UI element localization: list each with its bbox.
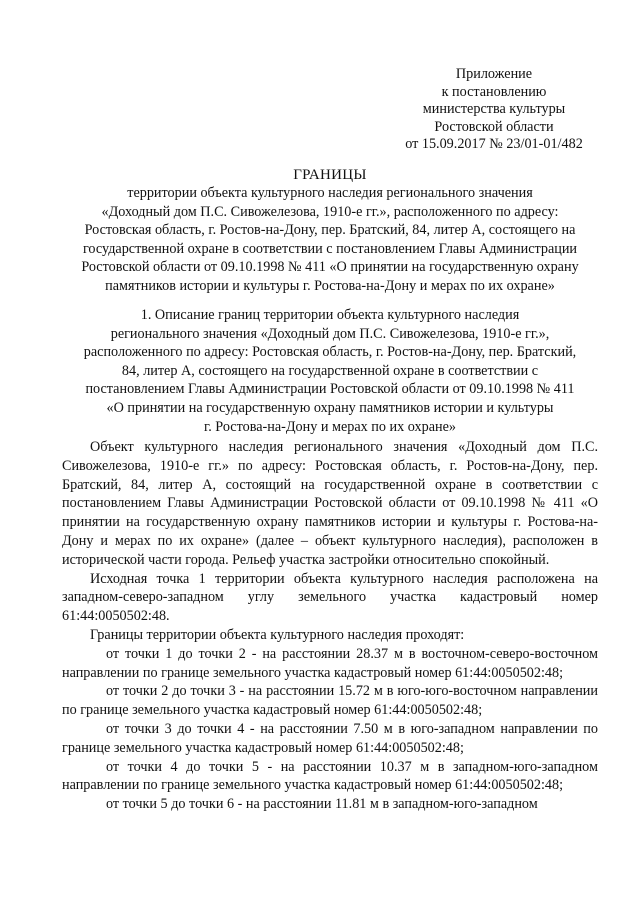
section-heading <box>60 306 600 436</box>
subtitle-line: памятников истории и культуры г. Ростова-на-Дону и мерах по их охране» <box>105 277 555 294</box>
document-body <box>62 438 598 814</box>
document-title: ГРАНИЦЫ <box>293 167 367 183</box>
section-heading-line: регионального значения «Доходный дом П.С. Сивожелезова, 1910-е гг.», <box>110 325 550 342</box>
section-heading-line: расположенного по адресу: Ростовская область, г. Ростов-на-Дону, пер. Братский, <box>83 344 577 361</box>
boundary-segment-2-3: от точки 2 до точки 3 - на расстоянии 15.72 м в юго-юго-восточном направлении по границе земельного участка кадастровый номер 61:44:0050502:48; <box>62 683 598 719</box>
section-heading-line: 84, литер А, состоящего на государственной охране в соответствии с <box>121 362 539 379</box>
body-paragraph-object-description: Объект культурного наследия регионального значения «Доходный дом П.С. Сивожелезова, 1910-е гг.» по адресу: Ростовская область, г. Ростов-на-Дону, пер. Братский, 84, литер А, состоящий на государственной охране в соответствии с постановлением Главы Администрации Ростовской области от 09.10.1998 № 411 «О принятии на государственную охрану памятников истории и культуры г. Ростова-на-Дону и мерах по их охране» (далее – объект культурного наследия), расположен в исторической части города. Рельеф участка застройки относительно спокойный. <box>62 439 598 568</box>
appendix-line: Приложение <box>455 66 533 82</box>
appendix-line: министерства культуры <box>422 101 566 117</box>
appendix-header <box>380 66 608 154</box>
subtitle-line: Ростовской области от 09.10.1998 № 411 «О принятии на государственную охрану <box>81 259 579 275</box>
appendix-line: Ростовской области <box>434 118 554 135</box>
subtitle-line: территории объекта культурного наследия регионального значения <box>127 185 533 201</box>
section-heading-line: «О принятии на государственную охрану памятников истории и культуры <box>106 399 554 416</box>
section-heading-line: постановлением Главы Администрации Ростовской области от 09.10.1998 № 411 <box>85 381 575 398</box>
boundary-segment-5-6: от точки 5 до точки 6 - на расстоянии 11.81 м в западном-юго-западном <box>106 796 538 813</box>
subtitle-line: государственной охране в соответствии с постановлением Главы Администрации <box>82 240 578 257</box>
section-heading-line: 1. Описание границ территории объекта культурного наследия <box>140 307 520 323</box>
boundary-segment-4-5: от точки 4 до точки 5 - на расстоянии 10.37 м в западном-юго-западном направлении по границе земельного участка кадастровый номер 61:44:0050502:48; <box>62 758 598 794</box>
body-paragraph-start-point: Исходная точка 1 территории объекта культурного наследия расположена на западном-северо-западном углу земельного участка кадастровый номер 61:44:0050502:48. <box>62 570 598 625</box>
appendix-line: к постановлению <box>441 83 547 100</box>
boundary-segment-3-4: от точки 3 до точки 4 - на расстоянии 7.50 м в юго-западном направлении по границе земельного участка кадастровый номер 61:44:0050502:48; <box>62 720 598 756</box>
boundary-segment-1-2: от точки 1 до точки 2 - на расстоянии 28.37 м в восточном-северо-восточном направлении по границе земельного участка кадастровый номер 61:44:0050502:48; <box>62 645 598 681</box>
document-subtitle <box>60 184 600 295</box>
subtitle-line: «Доходный дом П.С. Сивожелезова, 1910-е гг.», расположенного по адресу: <box>101 203 559 220</box>
body-paragraph-boundaries-intro: Границы территории объекта культурного наследия проходят: <box>90 626 465 643</box>
appendix-line: от 15.09.2017 № 23/01-01/482 <box>405 136 583 152</box>
subtitle-line: Ростовская область, г. Ростов-на-Дону, пер. Братский, 84, литер А, состоящего на <box>84 222 576 238</box>
section-heading-line: г. Ростова-на-Дону и мерах по их охране» <box>204 418 456 435</box>
